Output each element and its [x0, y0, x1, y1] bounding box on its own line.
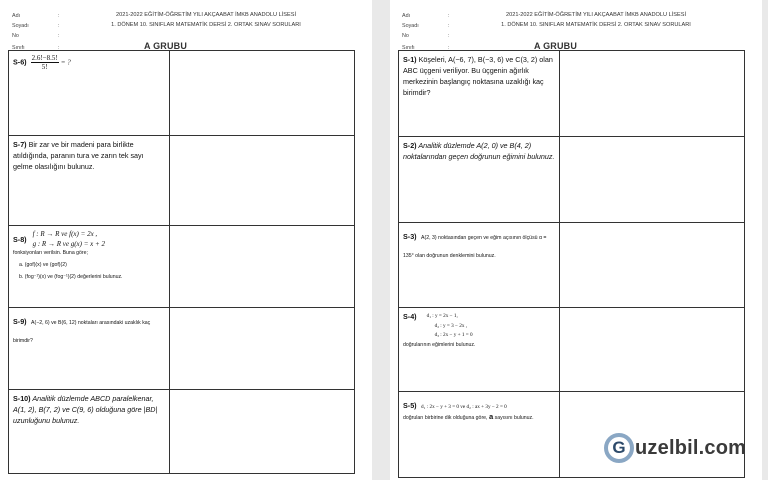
label-class: Sınıfı	[12, 45, 25, 51]
page-header: Adı : Soyadı : No : Sınıfı : 2021-2022 EĞİTİM-ÖĞRETİM YILI AKÇAABAT İMKB ANADOLU LİSESİ 1. DÖNEM 10. SINIFLAR MATEMATİK DERSİ 2. ORTAK SINAV SORULARI A GRUBU	[12, 9, 362, 55]
exam-page-left	[0, 0, 372, 480]
label-surname: Soyadı	[402, 23, 419, 29]
question-8: S-8) f : R → R ve f(x) = 2x , g : R → R ve g(x) = x + 2 fonksiyonları verilsin. Buna göre; a. (gof)(x) ve (gof)(2) b. (fog⁻¹)(x) ve (fog⁻¹)(2) değerlerini bulunuz.	[9, 226, 170, 307]
school-title: 2021-2022 EĞİTİM-ÖĞRETİM YILI AKÇAABAT İMKB ANADOLU LİSESİ	[506, 12, 686, 18]
question-grid	[8, 50, 355, 474]
question-row	[399, 308, 744, 392]
exam-title: 1. DÖNEM 10. SINIFLAR MATEMATİK DERSİ 2. ORTAK SINAV SORULARI	[501, 22, 691, 28]
page-header: Adı : Soyadı : No : Sınıfı : 2021-2022 EĞİTİM-ÖĞRETİM YILI AKÇAABAT İMKB ANADOLU LİSESİ 1. DÖNEM 10. SINIFLAR MATEMATİK DERSİ 2. ORTAK SINAV SORULARI A GRUBU	[402, 9, 752, 55]
question-row	[399, 51, 744, 137]
question-row	[399, 223, 744, 308]
question-grid	[398, 50, 745, 478]
question-1: S-1) Köşeleri, A(−6, 7), B(−3, 6) ve C(3, 2) olan ABC üçgeni veriliyor. Bu üçgenin ağırlık merkezinin başlangıç noktasına uzaklığı kaç birimdir?	[399, 51, 560, 136]
label-name: Adı	[12, 13, 21, 19]
guzelbil-watermark: G uzelbil.com	[604, 432, 756, 464]
group-label: A GRUBU	[534, 41, 578, 51]
label-number: No	[402, 33, 409, 39]
guzelbil-logo-icon: G	[604, 433, 634, 463]
question-row	[9, 308, 354, 390]
question-10: S-10) Analitik düzlemde ABCD paralelkenar, A(1, 2), B(7, 2) ve C(9, 6) olduğuna göre |BD| uzunluğunu bulunuz.	[9, 390, 170, 473]
question-row	[399, 137, 744, 223]
question-7: S-7) Bir zar ve bir madeni para birlikte atıldığında, paranın tura ve zarın tek sayı gelme olasılığını bulunuz.	[9, 136, 170, 225]
question-row	[9, 226, 354, 308]
question-3: S-3) A(2, 3) noktasından geçen ve eğim açısının ölçüsü α = 135° olan doğrunun denklemini bulunuz.	[399, 223, 560, 307]
question-6: S-6) $\frac{2.6!-8.5!}{5!}$ = ?	[9, 51, 170, 135]
question-5: S-5) d₁ : 2x − y + 3 = 0 ve d₂ : ax + 3y − 2 = 0 doğruları birbirine dik olduğuna göre, a sayısını bulunuz.	[399, 392, 560, 477]
question-row	[9, 51, 354, 136]
question-9: S-9) A(−2, 6) ve B(6, 12) noktaları arasındaki uzaklık kaç birimdir?	[9, 308, 170, 389]
exam-title: 1. DÖNEM 10. SINIFLAR MATEMATİK DERSİ 2. ORTAK SINAV SORULARI	[111, 22, 301, 28]
exam-page-right	[390, 0, 762, 480]
label-name: Adı	[402, 13, 411, 19]
question-row	[9, 136, 354, 226]
school-title: 2021-2022 EĞİTİM-ÖĞRETİM YILI AKÇAABAT İMKB ANADOLU LİSESİ	[116, 12, 296, 18]
fraction: $\frac{2.6!-8.5!}{5!}$	[31, 54, 58, 71]
label-number: No	[12, 33, 19, 39]
page-gap	[372, 0, 390, 480]
question-4: S-4) d₁ : y = 2x − 1, d₂ : y = 3 − 2x , d₃ : 2x − y + 1 = 0 doğrularının eğimlerini bulunuz.	[399, 308, 560, 391]
group-label: A GRUBU	[144, 41, 188, 51]
question-row	[9, 390, 354, 473]
label-surname: Soyadı	[12, 23, 29, 29]
question-2: S-2) Analitik düzlemde A(2, 0) ve B(4, 2) noktalarından geçen doğrunun eğimini bulunuz.	[399, 137, 560, 222]
label-class: Sınıfı	[402, 45, 415, 51]
